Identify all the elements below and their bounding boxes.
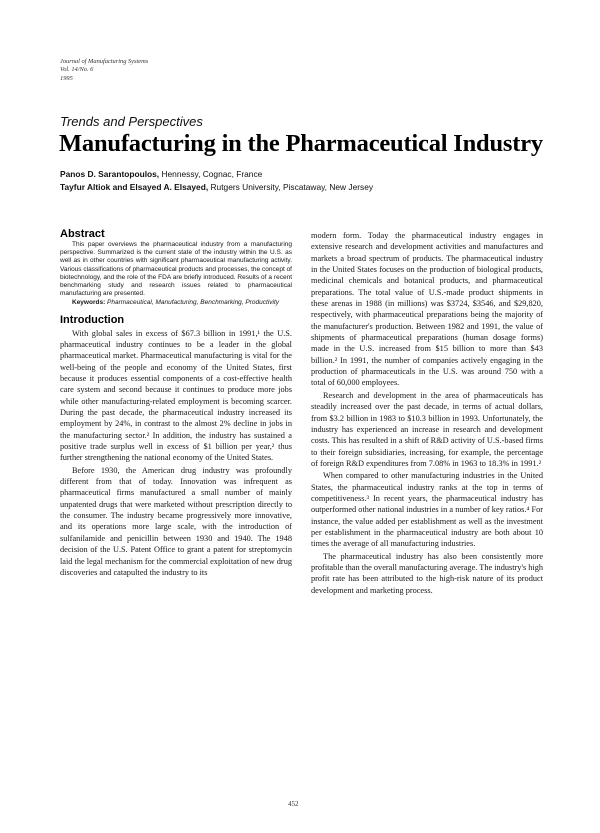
article-title: Manufacturing in the Pharmaceutical Industry bbox=[59, 130, 543, 157]
journal-volume: Vol. 14/No. 6 bbox=[60, 66, 94, 74]
left-column bbox=[60, 228, 292, 578]
introduction-heading: Introduction bbox=[60, 313, 125, 326]
author-line-1 bbox=[60, 168, 373, 181]
right-paragraph-4: The pharmaceutical industry has also been consistently more profitable than the overall manufacturing average. The industry's high profit rate has been attributed to the high-risk nature of its product development and marketing process. bbox=[311, 551, 543, 595]
journal-citation bbox=[60, 58, 148, 83]
section-label: Trends and Perspectives bbox=[60, 114, 203, 129]
author-block bbox=[60, 168, 373, 194]
author-names-2: Tayfur Altiok and Elsayed A. Elsayed, bbox=[60, 182, 209, 192]
right-paragraph-1: modern form. Today the pharmaceutical industry engages in extensive research and development activities and manufactures and markets a broad spectrum of products. The pharmaceutical industry in the United States focuses on the production of biological products, medicinal chemicals and botanical products, and pharmaceutical preparations. The total value of U.S.-made product shipments in these arenas in 1988 (in millions) was $3724, $3546, and $29,820, respectively, with pharmaceutical preparations being the majority of the manufacturer's production. Between 1982 and 1991, the value of shipments of pharmaceutical preparations (human dosage forms) made in the U.S. increased from $15 billion to more than $43 billion.² In 1991, the number of companies actively engaging in the production of pharmaceuticals in the U.S. was around 750 with a total of 60,000 employees. bbox=[311, 231, 543, 388]
keywords-label: Keywords: bbox=[72, 299, 106, 307]
author-affiliation-1: Hennessy, Cognac, France bbox=[159, 169, 263, 179]
keywords-list: Pharmaceutical, Manufacturing, Benchmarking, Productivity bbox=[105, 299, 280, 307]
intro-paragraph-1: With global sales in excess of $67.3 billion in 1991,¹ the U.S. pharmaceutical industry continues to be a leader in the global pharmaceutical market. Pharmaceutical manufacturing is vital for the well-being of the people and economy of the United States, first because it produces essential components of a cost-effective health care system and second because it continues to produce more jobs while other manufacturing-related employment is becoming scarcer. During the past decade, the pharmaceutical industry increased its employment by 24%, in contrast to the almost 2% decline in jobs in the manufacturing sector.² In addition, the industry has sustained a positive trade surplus well in excess of $1 billion per year,² thus further strengthening the national economy of the United States. bbox=[60, 328, 292, 463]
page-number: 452 bbox=[288, 800, 299, 808]
abstract-heading: Abstract bbox=[60, 228, 105, 240]
journal-year: 1995 bbox=[60, 74, 73, 82]
right-paragraph-2: Research and development in the area of pharmaceuticals has steadily increased over the past decade, in terms of actual dollars, from $3.2 billion in 1983 to $10.3 billion in 1993. Unfortunately, the industry has experienced an increase in research and development costs. This has resulted in a shift of R&D activity of U.S.-based firms to their foreign subsidiaries, increasing, for example, the percentage of foreign R&D expenditures from 7.08% in 1963 to 18.3% in 1991.² bbox=[311, 390, 543, 468]
intro-paragraph-2: Before 1930, the American drug industry was profoundly different from that of today. Innovation was infrequent as pharmaceutical firms manufactured a small number of mainly unpatented drugs that were marketed without prescription directly to the consumer. The industry became progressively more innovative, and its operations more large scale, with the introduction of sulfanilamide and penicillin between 1930 and 1940. The 1948 decision of the U.S. Patent Office to grant a patent for streptomycin laid the legal mechanism for the commercial exploitation of new drug discoveries and catapulted the industry to its bbox=[60, 465, 292, 577]
author-names-1: Panos D. Sarantopoulos, bbox=[60, 169, 160, 179]
right-column bbox=[311, 230, 543, 596]
author-line-2 bbox=[60, 181, 373, 194]
author-affiliation-2: Rutgers University, Piscataway, New Jersey bbox=[208, 182, 374, 192]
abstract-body: This paper overviews the pharmaceutical industry from a manufacturing perspective. Summarized is the current state of the industry within the U.S. as well as in other countries with significant pharmaceutical manufacturing activity. Various classifications of pharmaceutical products and processes, the concept of biotechnology, and the role of the FDA are briefly introduced. Results of a recent benchmarking study and research issues related to pharmaceutical manufacturing are presented. bbox=[60, 241, 292, 298]
keywords bbox=[60, 299, 292, 307]
right-paragraph-3: When compared to other manufacturing industries in the United States, the pharmaceutical industry ranks at the top in terms of competitiveness.³ In recent years, the pharmaceutical industry has outperformed other national industries in a number of key ratios.⁴ For instance, the value added per establishment as well as the investment per establishment in the pharmaceutical industry are both about 10 times the average of all manufacturing industries. bbox=[311, 471, 543, 549]
journal-name: Journal of Manufacturing Systems bbox=[60, 58, 149, 65]
